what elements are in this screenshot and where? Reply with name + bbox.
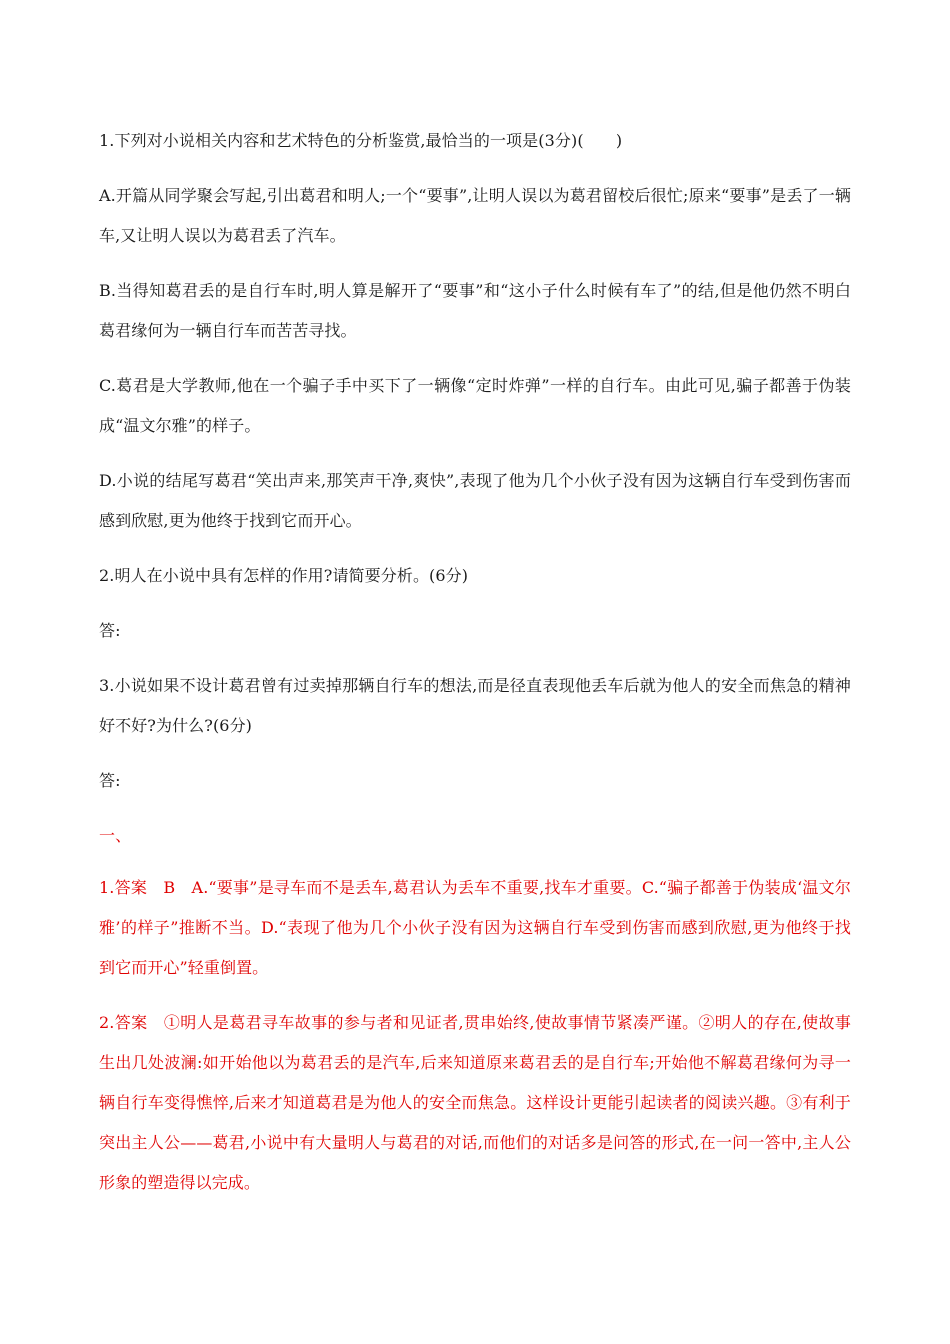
answer-label-3: 答: [99, 771, 121, 790]
question-3: 3.小说如果不设计葛君曾有过卖掉那辆自行车的想法,而是径直表现他丢车后就为他人的安全而焦急的精神好不好?为什么?(6分) [99, 676, 851, 735]
question-2: 2.明人在小说中具有怎样的作用?请简要分析。(6分) [99, 566, 469, 585]
question-1: 1.下列对小说相关内容和艺术特色的分析鉴赏,最恰当的一项是(3分)( ) [99, 131, 623, 150]
option-c: C.葛君是大学教师,他在一个骗子手中买下了一辆像“定时炸弹”一样的自行车。由此可见,骗子都善于伪装成“温文尔雅”的样子。 [99, 376, 851, 435]
option-d: D.小说的结尾写葛君“笑出声来,那笑声干净,爽快”,表现了他为几个小伙子没有因为这辆自行车受到伤害而感到欣慰,更为他终于找到它而开心。 [99, 471, 851, 530]
answer-1: 1.答案 B A.“要事”是寻车而不是丢车,葛君认为丢车不重要,找车才重要。C.“骗子都善于伪装成‘温文尔雅’的样子”推断不当。D.“表现了他为几个小伙子没有因为这辆自行车受到伤害而感到欣慰,更为他终于找到它而开心”轻重倒置。 [99, 878, 851, 977]
option-a: A.开篇从同学聚会写起,引出葛君和明人;一个“要事”,让明人误以为葛君留校后很忙;原来“要事”是丢了一辆车,又让明人误以为葛君丢了汽车。 [99, 186, 851, 245]
answer-2: 2.答案 ①明人是葛君寻车故事的参与者和见证者,贯串始终,使故事情节紧凑严谨。②明人的存在,使故事生出几处波澜:如开始他以为葛君丢的是汽车,后来知道原来葛君丢的是自行车;开始他不解葛君缘何为寻一辆自行车变得憔悴,后来才知道葛君是为他人的安全而焦急。这样设计更能引起读者的阅读兴趣。③有利于突出主人公——葛君,小说中有大量明人与葛君的对话,而他们的对话多是问答的形式,在一问一答中,主人公形象的塑造得以完成。 [99, 1013, 851, 1192]
document-page [99, 121, 851, 1218]
section-mark: 一、 [99, 826, 132, 845]
answer-label-2: 答: [99, 621, 121, 640]
option-b: B.当得知葛君丢的是自行车时,明人算是解开了“要事”和“这小子什么时候有车了”的结,但是他仍然不明白葛君缘何为一辆自行车而苦苦寻找。 [99, 281, 851, 340]
